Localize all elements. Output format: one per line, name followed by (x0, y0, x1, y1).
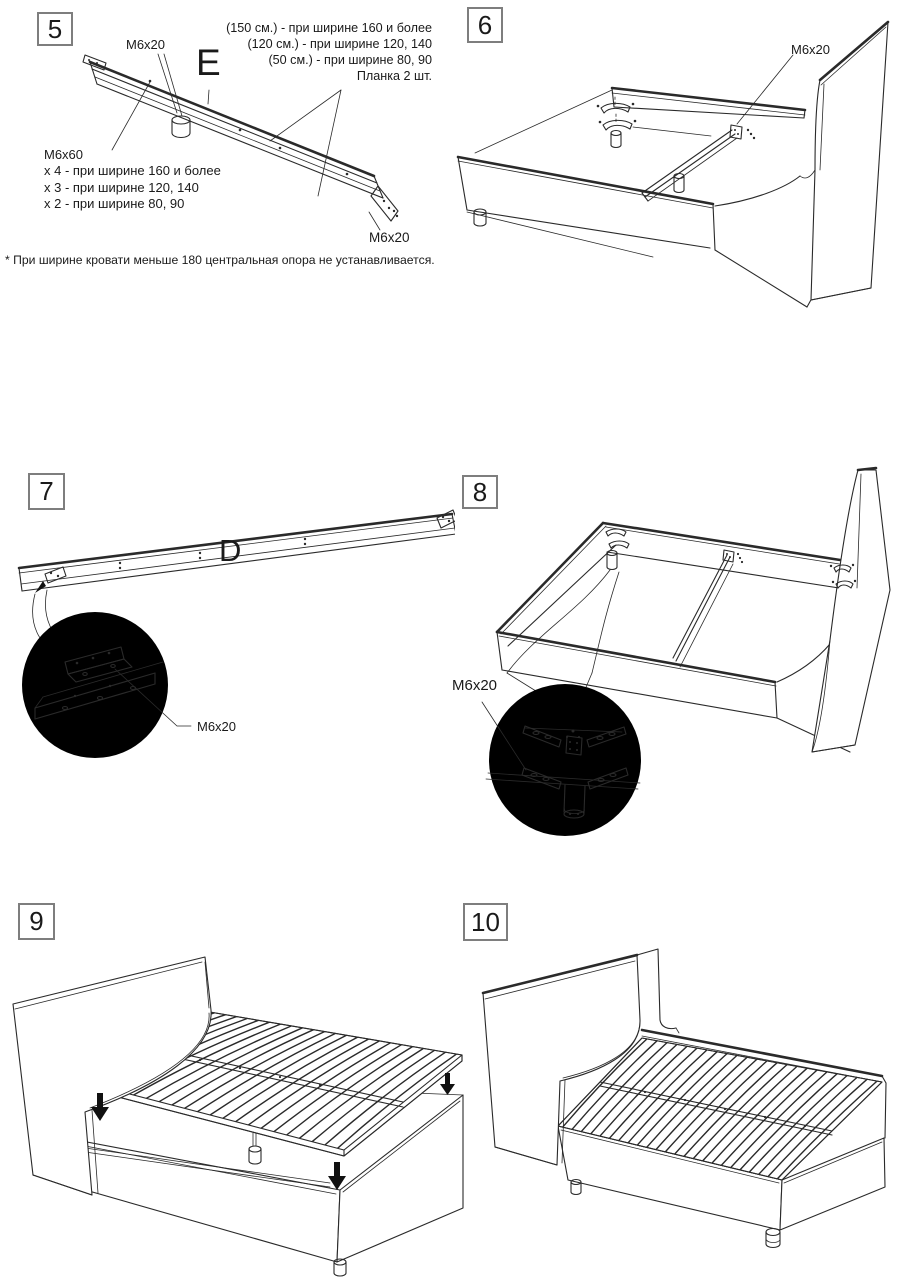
plank-note-line: (150 см.) - при ширине 160 и более (226, 21, 432, 35)
bolt-note-line: M6x60 (44, 147, 84, 162)
bed-frame (458, 22, 888, 307)
bolt-note-line: х 3 - при ширине 120, 140 (44, 179, 199, 195)
corner-brackets (606, 529, 856, 588)
screw-label-m6x20: M6x20 (791, 42, 831, 57)
bolt-count-note (44, 147, 221, 213)
screw-label-m6x20: M6x20 (452, 677, 498, 694)
center-support-leg (172, 116, 190, 138)
step-number-5: 5 (37, 12, 73, 46)
end-bracket-right (371, 186, 398, 221)
step9-illustration (0, 880, 470, 1280)
part-letter-e: E (196, 42, 221, 83)
magnified-detail-circle (22, 612, 168, 758)
plank-note-line: Планка 2 шт. (356, 69, 432, 83)
bolt-note-line: х 2 - при ширине 80, 90 (44, 196, 185, 212)
step-number-6: 6 (467, 7, 503, 43)
plank-note-line: (120 см.) - при ширине 120, 140 (247, 37, 432, 51)
screw-label-m6x20: M6x20 (197, 719, 237, 734)
bolt-note-line: х 4 - при ширине 160 и более (44, 163, 221, 179)
headboard (812, 470, 890, 752)
footnote: * При ширине кровати меньше 180 центральная опора не устанавливается. (5, 253, 435, 267)
headboard (811, 22, 888, 300)
step7-illustration (5, 460, 455, 790)
leader-line (737, 55, 793, 124)
screw-label-m6x20-top: M6x20 (126, 37, 166, 52)
step-number-8: 8 (462, 475, 498, 509)
step-number-9: 9 (18, 903, 55, 940)
step8-illustration (440, 440, 900, 880)
magnified-detail-circle (489, 684, 641, 836)
front-leg (766, 1229, 780, 1248)
step6-illustration (455, 0, 900, 320)
step-number-10: 10 (463, 903, 508, 941)
screw-label-m6x20-bottom: M6x20 (369, 230, 410, 245)
part-letter-d: D (219, 533, 242, 568)
step-number-7: 7 (28, 473, 65, 510)
plank-note-line: (50 см.) - при ширине 80, 90 (268, 53, 432, 67)
center-beam-install (642, 125, 755, 201)
plank-size-note (215, 20, 432, 84)
